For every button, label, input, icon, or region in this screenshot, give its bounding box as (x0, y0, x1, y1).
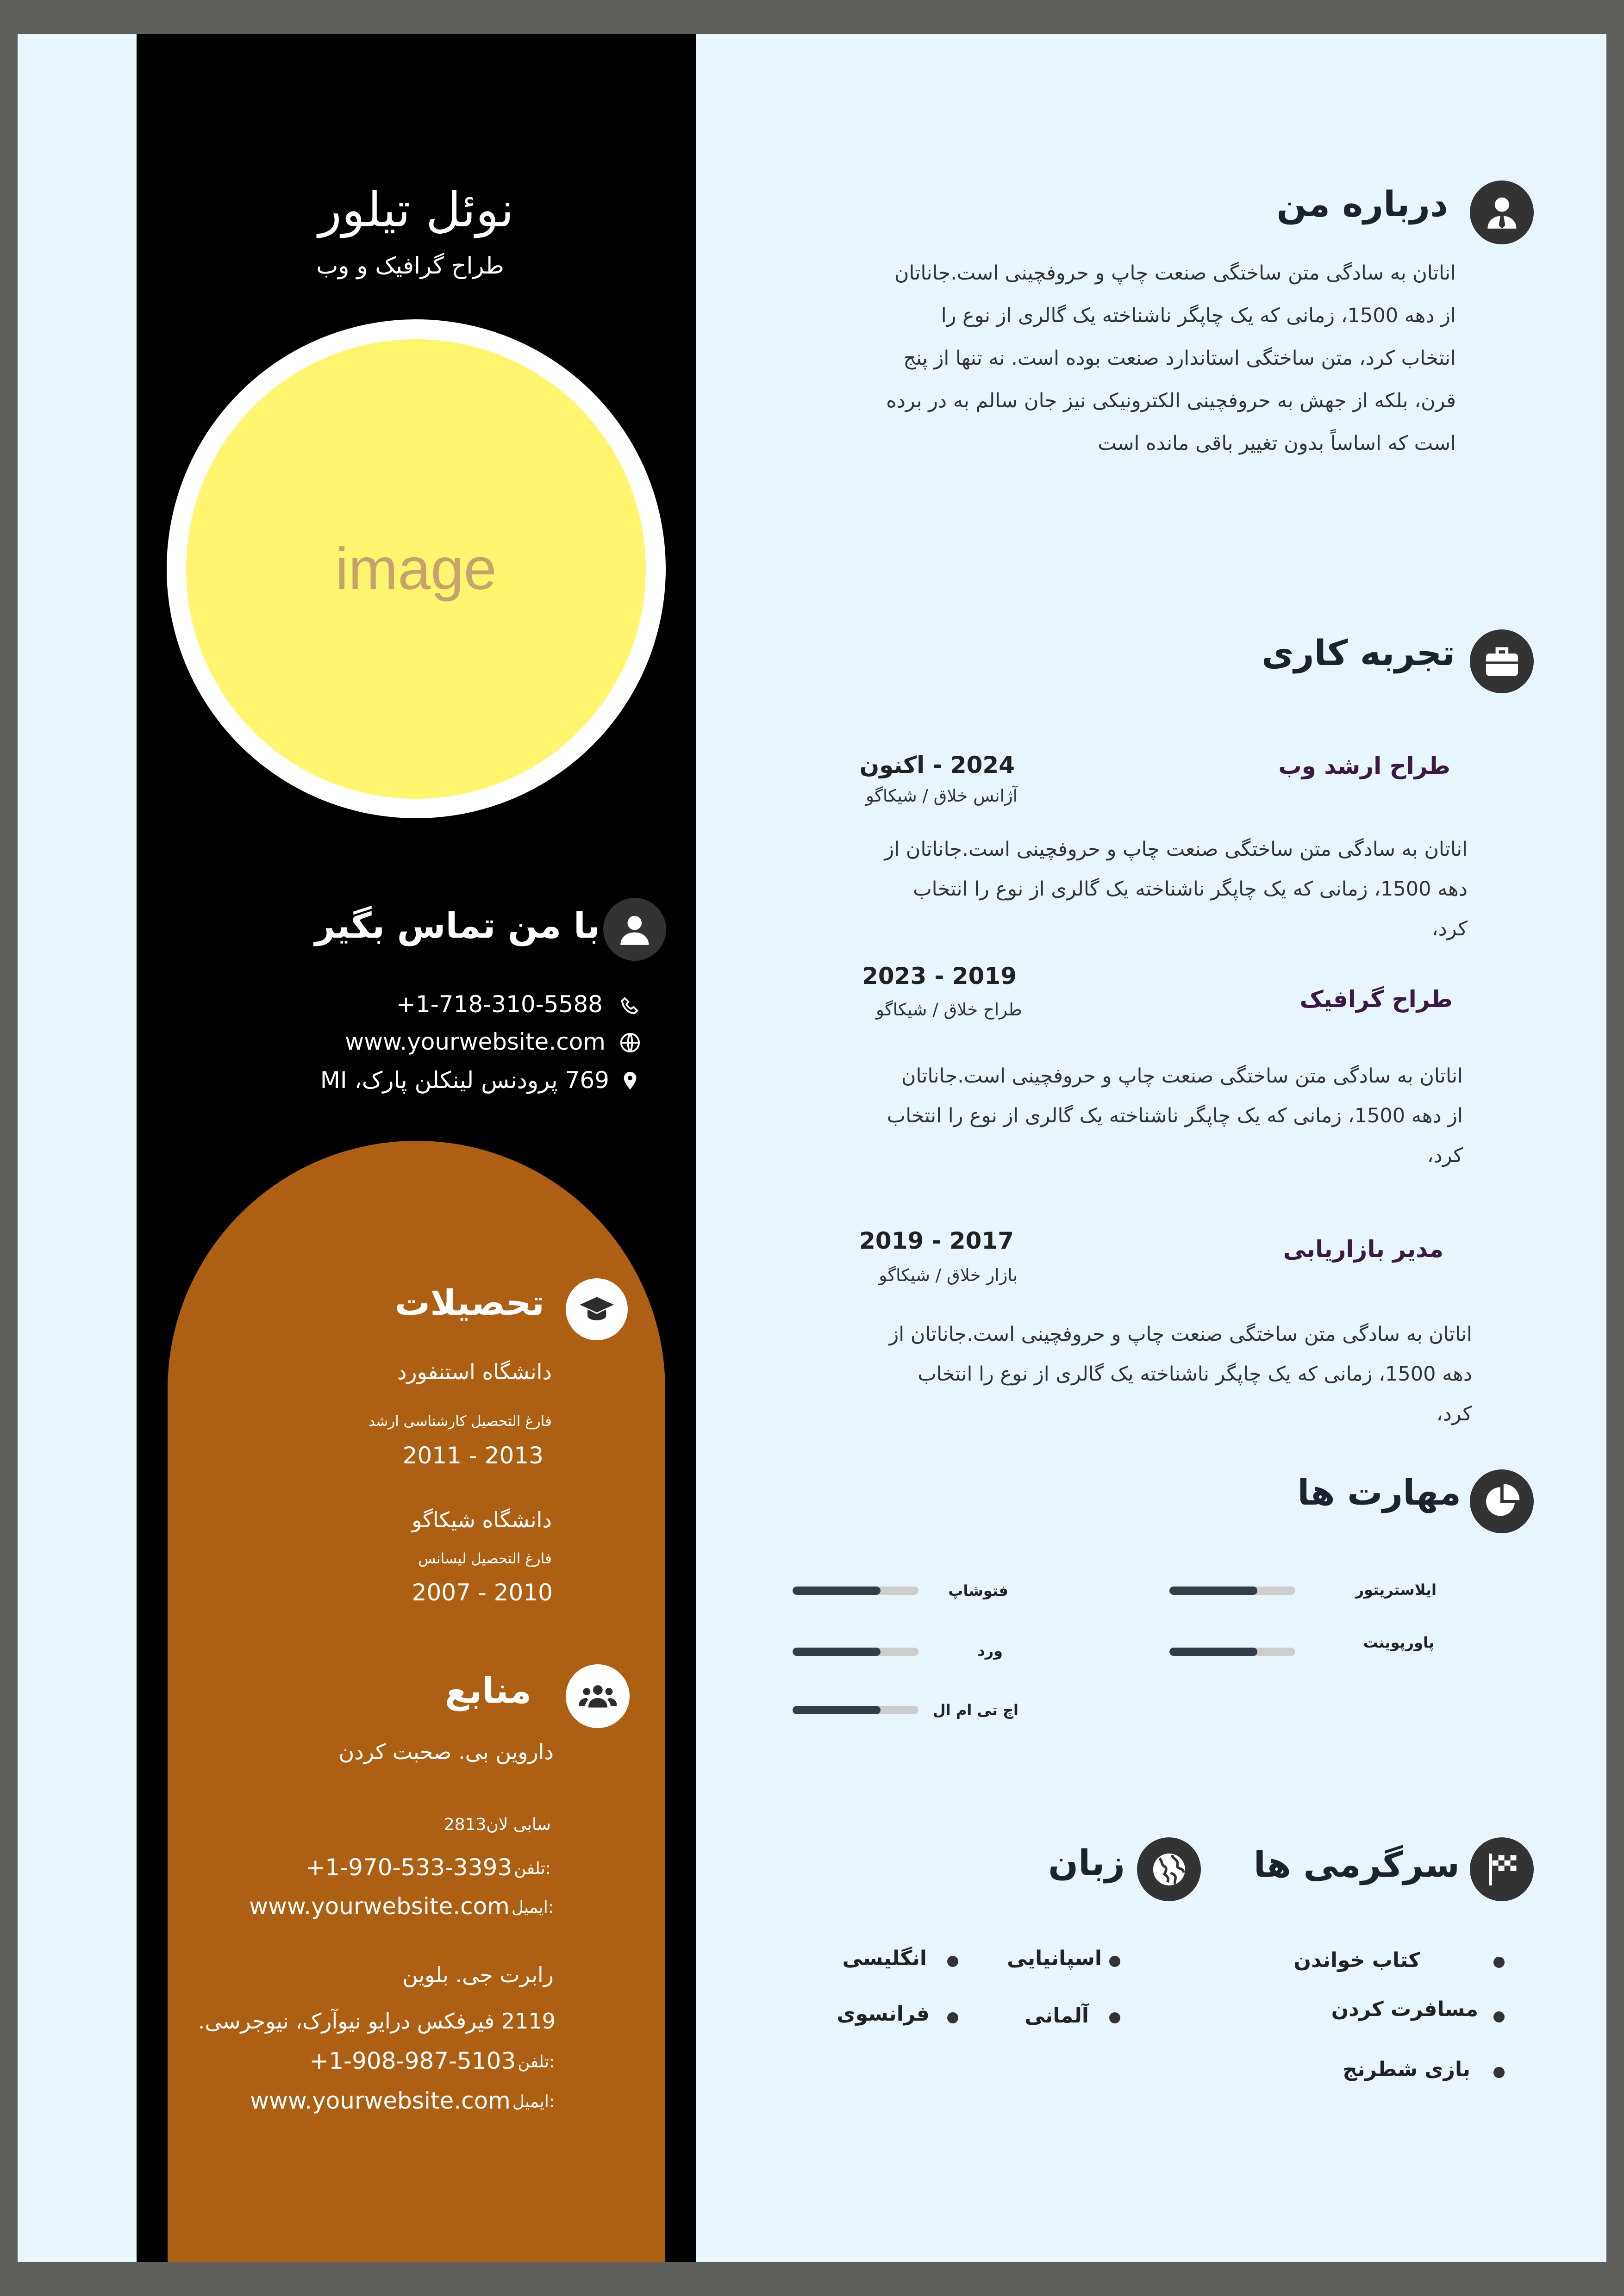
hobby-item: بازی شطرنج (1343, 2058, 1470, 2081)
bullet (1493, 1957, 1505, 1968)
contact-website[interactable]: www.yourwebsite.com (345, 1028, 606, 1055)
skill-name: اچ تی ام ال (933, 1701, 1018, 1719)
skills-heading: مهارت ها (1297, 1472, 1461, 1513)
education-school: دانشگاه شیکاگو (412, 1507, 552, 1532)
user-tie-icon (1470, 180, 1534, 244)
reference-phone-label: تلفن: (514, 1859, 551, 1878)
briefcase-icon (1470, 629, 1534, 693)
reference-email (250, 2087, 555, 2117)
skill-bar-fill (793, 1587, 881, 1595)
language-item: فرانسوی (837, 2002, 930, 2026)
education-years: 2011 - 2013 (402, 1442, 543, 1469)
skill-bar-fill (793, 1706, 881, 1714)
reference-address: 2119 فیرفکس درایو نیوآرک، نیوجرسی. (198, 2009, 556, 2034)
reference-name: رابرت جی. بلوین (402, 1962, 554, 1987)
phone-icon (619, 996, 641, 1017)
references-heading: منابع (444, 1670, 531, 1711)
job-organization: طراح خلاق / شیکاگو (875, 1000, 1022, 1020)
skill-name: ورد (977, 1642, 1003, 1660)
bullet (1109, 2012, 1120, 2023)
bullet (947, 2012, 958, 2023)
skill-name: فتوشاپ (948, 1582, 1008, 1599)
reference-email-label: ایمیل: (512, 2092, 555, 2111)
language-item: آلمانی (1024, 2004, 1089, 2028)
contact-phone[interactable]: +1-718-310-5588 (396, 991, 603, 1018)
profile-photo (186, 339, 646, 799)
contact-address: 769 پرودنس لینکلن پارک، MI (320, 1067, 609, 1094)
skill-bar-fill (1169, 1648, 1257, 1656)
bullet (1493, 2011, 1505, 2022)
pie-chart-icon (1470, 1469, 1534, 1533)
skill-name: ایلاستریتور (1355, 1581, 1437, 1599)
skill-bar (1169, 1587, 1295, 1595)
graduation-cap-icon (566, 1278, 628, 1340)
reference-email-label: ایمیل: (511, 1898, 554, 1917)
languages-heading: زبان (1048, 1842, 1125, 1883)
job-years: 2019 - 2023 (862, 963, 1017, 989)
reference-phone (309, 2047, 555, 2077)
reference-email (249, 1893, 554, 1923)
skill-bar (793, 1587, 918, 1595)
job-title: طراح ارشد وب (1278, 753, 1450, 779)
skill-bar-fill (1169, 1587, 1257, 1595)
skill-bar (793, 1706, 918, 1714)
job-organization: بازار خلاق / شیکاگو (879, 1265, 1018, 1285)
education-degree: فارغ التحصیل کارشناسی ارشد (368, 1413, 552, 1430)
user-icon (603, 898, 666, 961)
bullet (1109, 1956, 1120, 1967)
reference-phone-value[interactable]: +1-970-533-3393 (306, 1854, 512, 1881)
reference-phone-value[interactable]: +1-908-987-5103 (309, 2047, 516, 2074)
person-name: نوئل تیلور (318, 181, 514, 238)
education-heading: تحصیلات (394, 1282, 544, 1323)
hobby-item: کتاب خواندن (1293, 1948, 1420, 1972)
reference-email-value[interactable]: www.yourwebsite.com (250, 2087, 511, 2114)
skill-bar (1169, 1648, 1295, 1656)
language-item: اسپانیایی (1007, 1947, 1102, 1970)
reference-name: داروین بی. صحبت کردن (338, 1739, 554, 1764)
hobby-item: مسافرت کردن (1331, 1997, 1478, 2021)
bullet (947, 1956, 958, 1967)
skill-name: پاورپوینت (1363, 1634, 1434, 1651)
reference-phone-label: تلفن: (518, 2053, 555, 2072)
location-pin-icon (619, 1070, 641, 1091)
job-years: 2017 - 2019 (859, 1227, 1014, 1254)
group-icon (566, 1664, 630, 1728)
about-text: اناتان به سادگی متن ساختگی صنعت چاپ و حروفچینی است.جاناتان از دهه 1500، زمانی که یک چاپگر ناشناخته یک گالری از نوع را انتخاب کرد، متن ساختگی استاندارد صنعت بوده است. نه تنها از پنج قرن، بلکه از جهش به حروفچینی الکترونیکی نیز جان سالم به در برده است که اساساً بدون تغییر باقی مانده است (886, 261, 1456, 455)
skill-bar (793, 1648, 918, 1656)
reference-address: سابی لان2813 (443, 1815, 551, 1834)
experience-heading: تجربه کاری (1262, 632, 1455, 673)
person-title: طراح گرافیک و وب (316, 252, 504, 279)
reference-phone (306, 1854, 551, 1884)
bullet (1493, 2067, 1505, 2078)
education-degree: فارغ التحصیل لیسانس (418, 1550, 552, 1567)
checkered-flag-icon (1470, 1837, 1534, 1901)
job-description: اناتان به سادگی متن ساختگی صنعت چاپ و حروفچینی است.جاناتان از دهه 1500، زمانی که یک چاپگر ناشناخته یک گالری از نوع را انتخاب کرد، (884, 838, 1468, 940)
education-school: دانشگاه استنفورد (397, 1359, 552, 1384)
language-item: انگلیسی (842, 1947, 927, 1970)
skill-bar-fill (793, 1648, 881, 1656)
job-description: اناتان به سادگی متن ساختگی صنعت چاپ و حروفچینی است.جاناتان از دهه 1500، زمانی که یک چاپگر ناشناخته یک گالری از نوع را انتخاب کرد، (887, 1064, 1463, 1167)
job-title: مدیر بازاریابی (1283, 1236, 1443, 1263)
about-heading: درباره من (1276, 183, 1448, 224)
job-title: طراح گرافیک (1299, 986, 1453, 1013)
photo-placeholder-text: image (335, 536, 497, 602)
globe-icon (619, 1032, 641, 1053)
reference-email-value[interactable]: www.yourwebsite.com (249, 1893, 510, 1920)
hobbies-heading: سرگرمی ها (1253, 1844, 1460, 1885)
globe-icon (1137, 1837, 1201, 1901)
contact-heading: با من تماس بگیر (315, 905, 600, 946)
job-years: 2024 - اکنون (859, 752, 1015, 778)
education-years: 2007 - 2010 (412, 1579, 553, 1606)
job-organization: آژانس خلاق / شیکاگو (866, 786, 1018, 806)
job-description: اناتان به سادگی متن ساختگی صنعت چاپ و حروفچینی است.جاناتان از دهه 1500، زمانی که یک چاپگر ناشناخته یک گالری از نوع را انتخاب کرد، (889, 1323, 1472, 1425)
